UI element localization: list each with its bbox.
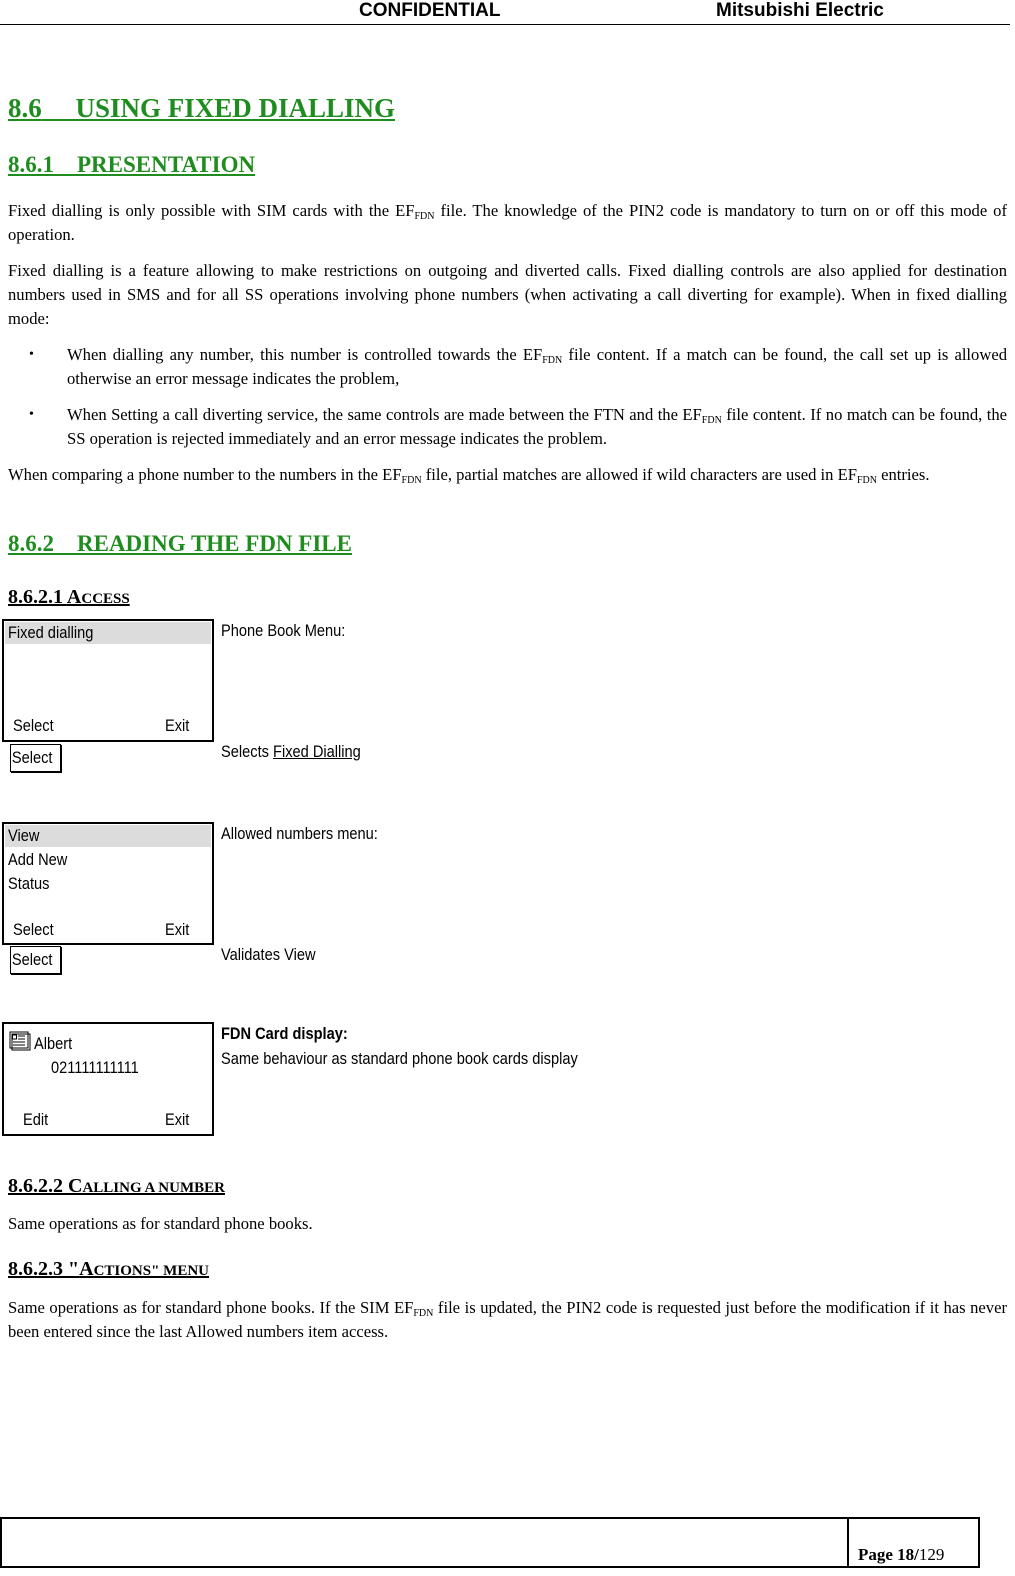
footer-divider — [847, 1519, 849, 1566]
subsection-number: 8.6.1 — [8, 152, 54, 177]
softkey-select[interactable]: Select — [13, 920, 54, 939]
bullet-icon: • — [29, 347, 34, 362]
paragraph-fixed-dialling-intro: Fixed dialling is only possible with SIM cards with the $EF_{FDN}$ file. The knowledge of the PIN2 code is mandatory to turn on or off this mode of operation. — [8, 201, 1007, 244]
softkey-select[interactable]: Select — [13, 716, 54, 735]
page-number: Page 18/129 — [858, 1545, 945, 1564]
heading-actions-menu: 8.6.2.3 "ACTIONS" MENU — [8, 1258, 209, 1280]
confidential-label: CONFIDENTIAL — [359, 0, 501, 21]
phone-screen-fdn-card — [2, 1022, 214, 1136]
desc-fdn-card: Same behaviour as standard phone book cards display — [221, 1049, 578, 1068]
select-button[interactable]: Select — [10, 744, 61, 772]
section-heading — [8, 93, 395, 124]
phone-book-card-icon — [9, 1031, 31, 1051]
desc-phone-book-menu: Phone Book Menu: — [221, 621, 346, 640]
desc-selects-fixed-dialling: Selects Fixed Dialling — [221, 742, 361, 761]
softkey-edit[interactable]: Edit — [23, 1110, 49, 1129]
subsection-number: 8.6.2 — [8, 531, 54, 556]
phone-screen-allowed-numbers — [2, 822, 214, 945]
paragraph-fixed-dialling-feature: Fixed dialling is a feature allowing to make restrictions on outgoing and diverted calls. Fixed dialling controls are also applied for destination numbers used in SMS and for all SS operations involving phone numbers (when activating a call diverting for example). When in fixed dialling mode: — [8, 261, 1007, 328]
page-footer — [0, 1517, 980, 1568]
heading-access: 8.6.2.1 ACCESS — [8, 586, 130, 608]
menu-item-add-new[interactable]: Add New — [8, 850, 68, 869]
subsection-heading-presentation — [8, 152, 255, 178]
paragraph-actions: Same operations as for standard phone books. If the SIM $EF_{FDN}$ file is updated, the PIN2 code is requested just before the modification if it has never been entered since the last Allowed numbers item access. — [8, 1298, 1007, 1341]
menu-item-fixed-dialling[interactable]: Fixed dialling — [8, 623, 94, 642]
bullet-icon: • — [29, 407, 34, 422]
menu-item-view[interactable]: View — [8, 826, 40, 845]
header-rule — [0, 24, 1010, 25]
contact-name: Albert — [34, 1034, 73, 1053]
desc-fdn-card-title: FDN Card display: — [221, 1024, 348, 1043]
section-title: USING FIXED DIALLING — [75, 93, 396, 123]
section-number: 8.6 — [8, 93, 42, 123]
heading-calling-a-number: 8.6.2.2 CALLING A NUMBER — [8, 1175, 225, 1197]
subsection-title: PRESENTATION — [77, 152, 256, 177]
paragraph-calling: Same operations as for standard phone books. — [8, 1214, 313, 1233]
softkey-exit[interactable]: Exit — [165, 1110, 190, 1129]
company-name: Mitsubishi Electric — [716, 0, 884, 21]
bullet-item-dialling: When dialling any number, this number is controlled towards the $EF_{FDN}$ file content. If a match can be found, the call set up is allowed otherwise an error message indicates the problem, — [67, 345, 1007, 388]
phone-screen-fixed-dialling — [2, 619, 214, 742]
desc-validates-view: Validates View — [221, 945, 316, 964]
menu-item-status[interactable]: Status — [8, 874, 50, 893]
desc-allowed-numbers-menu: Allowed numbers menu: — [221, 824, 378, 843]
softkey-exit[interactable]: Exit — [165, 716, 190, 735]
paragraph-partial-matches: When comparing a phone number to the numbers in the $EF_{FDN}$ file, partial matches are allowed if wild characters are used in $EF_{FDN}$ entries. — [8, 465, 930, 486]
contact-number: 021111111111 — [51, 1058, 139, 1077]
softkey-exit[interactable]: Exit — [165, 920, 190, 939]
select-button[interactable]: Select — [10, 946, 61, 974]
subsection-title: READING THE FDN FILE — [77, 531, 352, 556]
subsection-heading-reading — [8, 531, 352, 557]
bullet-item-diverting: When Setting a call diverting service, the same controls are made between the FTN and the $EF_{FDN}$ file content. If no match can be found, the SS operation is rejected immediately and an error message indicates the problem. — [67, 405, 1007, 448]
